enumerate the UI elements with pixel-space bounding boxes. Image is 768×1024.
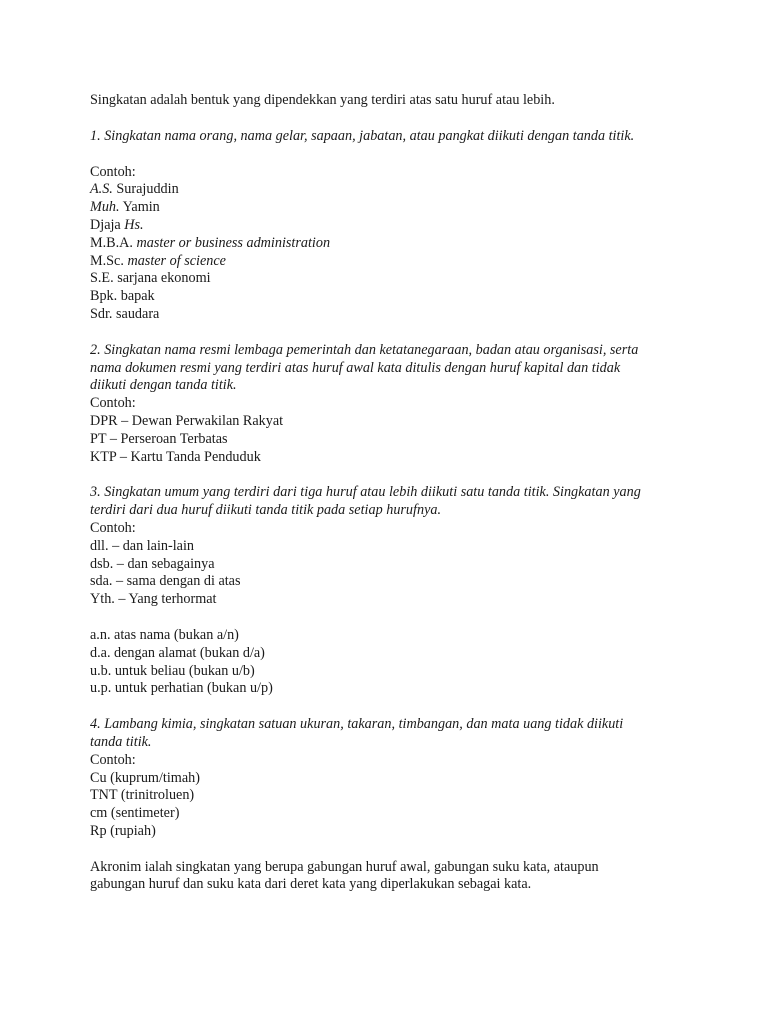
example-item: d.a. dengan alamat (bukan d/a) [90, 644, 265, 661]
example-item: A.S. Surajuddin [90, 181, 179, 198]
intro-paragraph: Singkatan adalah bentuk yang dipendekkan yang terdiri atas satu huruf atau lebih. [90, 92, 555, 108]
example-item: Bpk. bapak [90, 288, 155, 305]
example-item: TNT (trinitroluen) [90, 787, 195, 804]
example-item: u.b. untuk beliau (bukan u/b) [90, 662, 255, 679]
example-item: a.n. atas nama (bukan a/n) [90, 626, 239, 643]
example-item: Djaja Hs. [90, 216, 144, 233]
example-item: u.p. untuk perhatian (bukan u/p) [90, 680, 273, 697]
contoh-label: Contoh: [90, 163, 136, 180]
rule-3-examples-two-letter [90, 627, 690, 698]
example-item: M.Sc. master of science [90, 252, 226, 269]
rule-4-heading: 4. Lambang kimia, singkatan satuan ukuran, takaran, timbangan, dan mata uang tidak diikuti tanda titik. [90, 716, 624, 750]
rule-2-examples [90, 395, 690, 466]
contoh-label: Contoh: [90, 395, 136, 412]
example-item: PT – Perseroan Terbatas [90, 430, 228, 447]
example-item: S.E. sarjana ekonomi [90, 270, 211, 287]
example-item: Muh. Yamin [90, 199, 160, 216]
example-item: DPR – Dewan Perwakilan Rakyat [90, 412, 284, 429]
rule-1-heading: 1. Singkatan nama orang, nama gelar, sapaan, jabatan, atau pangkat diikuti dengan tanda titik. [90, 127, 635, 144]
example-item: Rp (rupiah) [90, 822, 156, 839]
rule-1-examples [90, 164, 690, 324]
example-item: Sdr. saudara [90, 305, 160, 322]
example-item: dll. – dan lain-lain [90, 537, 195, 554]
example-item: sda. – sama dengan di atas [90, 573, 241, 590]
rule-2-heading: 2. Singkatan nama resmi lembaga pemerintah dan ketatanegaraan, badan atau organisasi, serta nama dokumen resmi yang terdiri atas huruf awal kata ditulis dengan huruf kapital dan tidak diikuti dengan tanda titik. [90, 341, 639, 394]
example-item: Cu (kuprum/timah) [90, 769, 200, 786]
rule-3-heading: 3. Singkatan umum yang terdiri dari tiga huruf atau lebih diikuti satu tanda titik. Singkatan yang terdiri dari dua huruf diikuti tanda titik pada setiap hurufnya. [90, 484, 641, 519]
example-item: M.B.A. master or business administration [90, 234, 331, 251]
example-item: dsb. – dan sebagainya [90, 555, 215, 572]
akronim-paragraph: Akronim ialah singkatan yang berupa gabungan huruf awal, gabungan suku kata, ataupun gabungan huruf dan suku kata dari deret kata yang diperlakukan sebagai kata. [90, 858, 599, 893]
example-item: KTP – Kartu Tanda Penduduk [90, 448, 261, 465]
rule-4-examples [90, 752, 690, 841]
example-item: Yth. – Yang terhormat [90, 591, 217, 608]
contoh-label: Contoh: [90, 519, 136, 536]
example-item: cm (sentimeter) [90, 805, 180, 822]
rule-3-examples [90, 520, 690, 609]
document-page [90, 92, 690, 894]
contoh-label: Contoh: [90, 751, 136, 768]
